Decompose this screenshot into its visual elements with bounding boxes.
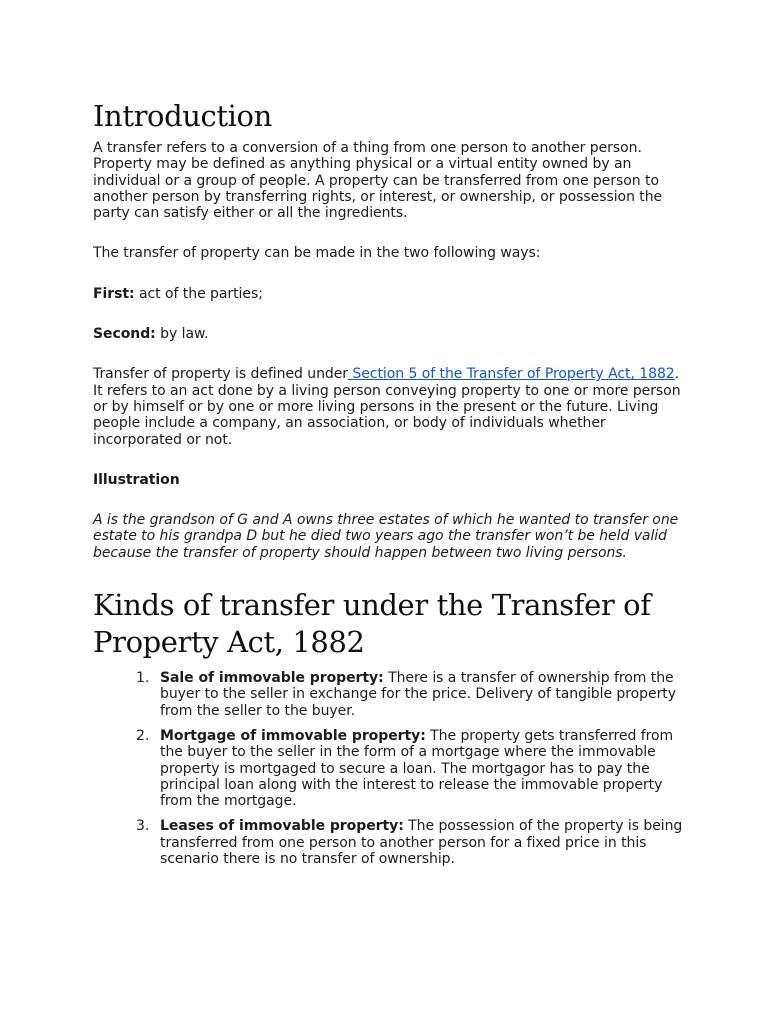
definition-rest: . It refers to an act done by a living person conveying property to one or more person or by himself or by one or more living persons in the present or the future. Living people include a company, an association, or body of individuals whether incorporated or not. bbox=[93, 366, 681, 448]
illustration-text: A is the grandson of G and A owns three estates of which he wanted to transfer one estate to his grandpa D but he died two years ago the transfer won’t be held valid because the transfer of property should happen between two living persons. bbox=[93, 512, 679, 561]
list-number: 3. bbox=[136, 818, 150, 835]
kinds-list bbox=[93, 670, 683, 867]
second-text: by law. bbox=[155, 326, 209, 343]
second-way bbox=[93, 326, 683, 342]
first-text: act of the parties; bbox=[134, 285, 263, 302]
list-item-text: The possession of the property is being transferred from one person to another person for a fixed price in this scenario there is no transfer of ownership. bbox=[160, 818, 683, 868]
list-item-label: Leases of immovable property: bbox=[160, 818, 404, 835]
list-item bbox=[136, 670, 683, 719]
list-item bbox=[136, 727, 683, 810]
definition-lead: Transfer of property is defined under bbox=[93, 366, 348, 383]
list-number: 2. bbox=[136, 727, 150, 744]
section5-link[interactable]: Section 5 of the Transfer of Property Act, 1882 bbox=[348, 366, 675, 383]
list-item-text: The property gets transferred from the buyer to the seller in the form of a mortgage where the immovable property is mortgaged to secure a loan. The mortgagor has to pay the principal loan along with the interest to release the immovable property from the mortgage. bbox=[160, 727, 674, 810]
illustration-label: Illustration bbox=[93, 471, 180, 488]
second-label: Second: bbox=[93, 326, 156, 343]
introduction-heading: Introduction bbox=[93, 99, 272, 133]
list-number: 1. bbox=[136, 670, 150, 687]
first-label: First: bbox=[93, 285, 135, 302]
list-item-label: Mortgage of immovable property: bbox=[160, 727, 426, 744]
first-way bbox=[93, 286, 683, 302]
intro-paragraph: A transfer refers to a conversion of a thing from one person to another person. Property may be defined as anything physical or a virtual entity owned by an individual or a group of people. A property can be transferred from one person to another person by transferring rights, or interest, or ownership, or possession the party can satisfy either or all the ingredients. bbox=[93, 140, 663, 222]
ways-paragraph: The transfer of property can be made in the two following ways: bbox=[93, 245, 541, 262]
document-body bbox=[93, 98, 683, 876]
kinds-heading: Kinds of transfer under the Transfer of Property Act, 1882 bbox=[93, 588, 651, 660]
list-item-label: Sale of immovable property: bbox=[160, 670, 384, 687]
definition-paragraph bbox=[93, 366, 683, 447]
list-item-text: There is a transfer of ownership from the buyer to the seller in exchange for the price. Delivery of tangible property from the seller to the buyer. bbox=[160, 670, 676, 719]
list-item bbox=[136, 818, 683, 868]
